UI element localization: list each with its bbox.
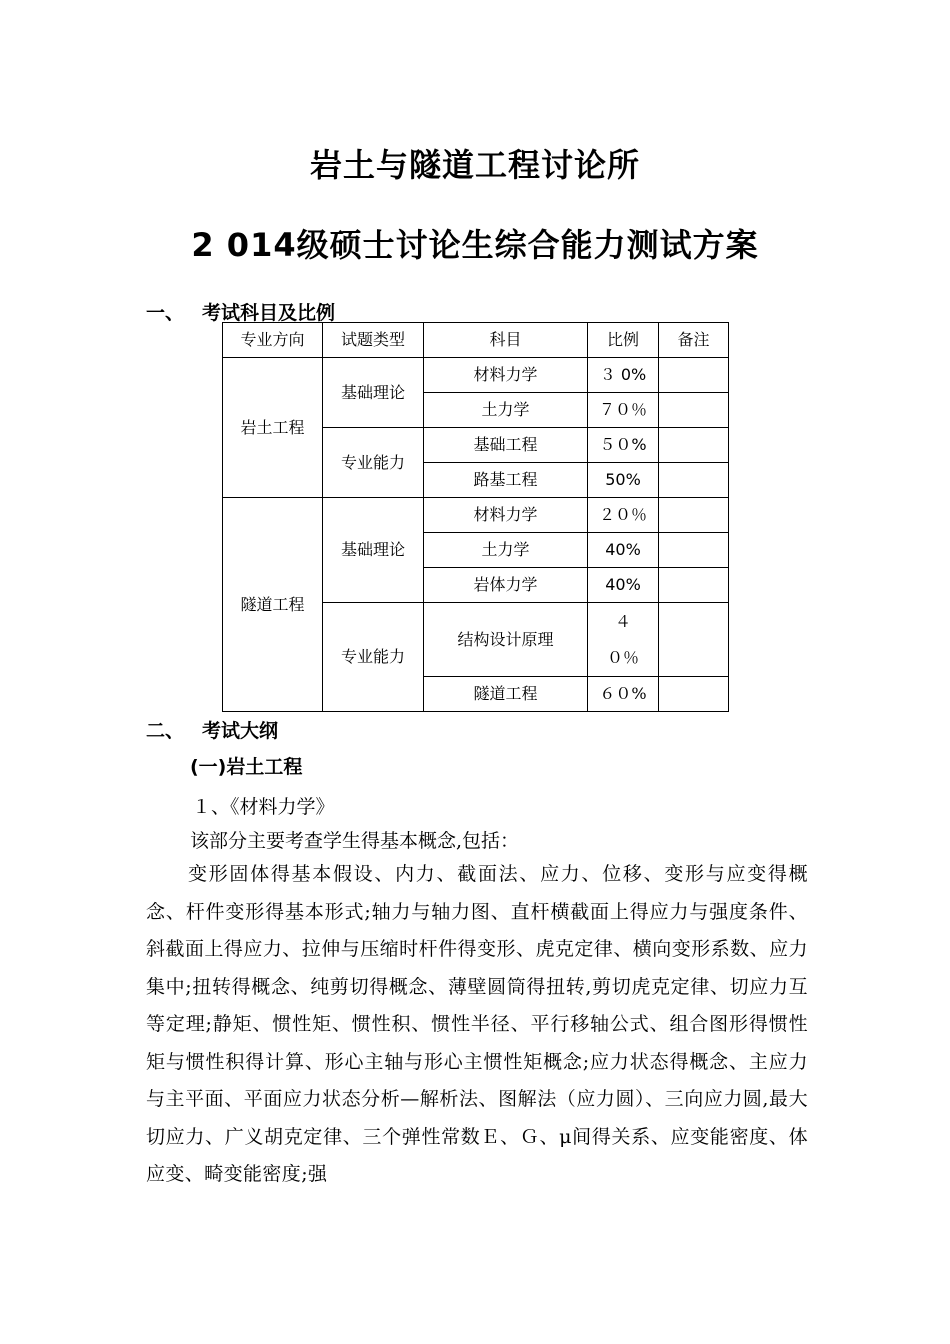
subject-cell: 材料力学 <box>424 498 588 533</box>
section-heading-1 <box>146 298 335 325</box>
note-cell <box>659 498 729 533</box>
ratio-line-1: ４ <box>614 612 631 631</box>
subject-cell: 隧道工程 <box>424 677 588 712</box>
body-paragraph: 变形固体得基本假设、内力、截面法、应力、位移、变形与应变得概念、杆件变形得基本形式;轴力与轴力图、直杆横截面上得应力与强度条件、斜截面上得应力、拉伸与压缩时杆件得变形、虎克定律、横向变形系数、应力集中;扭转得概念、纯剪切得概念、薄壁圆筒得扭转,剪切虎克定律、切应力互等定理;静矩、惯性矩、惯性积、惯性半径、平行移轴公式、组合图形得惯性矩与惯性积得计算、形心主轴与形心主惯性矩概念;应力状态得概念、主应力与主平面、平面应力状态分析—解析法、图解法（应力圆）、三向应力圆,最大切应力、广义胡克定律、三个弹性常数Ｅ、Ｇ、μ间得关系、应变能密度、体应变、畸变能密度;强 <box>146 863 808 1185</box>
subject-cell: 土力学 <box>424 393 588 428</box>
table-row <box>223 498 729 533</box>
ratio-cell: ２０％ <box>588 498 659 533</box>
ratio-cell: 50% <box>588 463 659 498</box>
note-cell <box>659 677 729 712</box>
subsection-heading: (一)岩土工程 <box>190 756 303 778</box>
note-cell <box>659 428 729 463</box>
table-header-cell: 比例 <box>588 323 659 358</box>
table-header-cell: 试题类型 <box>323 323 424 358</box>
ratio-cell: ３ 0% <box>588 358 659 393</box>
subject-cell: 结构设计原理 <box>424 603 588 677</box>
item-title: １、《材料力学》 <box>192 796 335 818</box>
section-number: 一、 <box>146 302 185 324</box>
table-header-cell: 科目 <box>424 323 588 358</box>
ratio-cell: ６０% <box>588 677 659 712</box>
note-cell <box>659 568 729 603</box>
ratio-line-2: ０％ <box>606 648 639 667</box>
table-header-cell: 备注 <box>659 323 729 358</box>
major-cell: 岩土工程 <box>223 358 323 498</box>
type-cell: 基础理论 <box>323 358 424 428</box>
document-subtitle: 2 014级硕士讨论生综合能力测试方案 <box>191 226 759 264</box>
type-cell: 专业能力 <box>323 603 424 712</box>
note-cell <box>659 603 729 677</box>
intro-text: 该部分主要考查学生得基本概念,包括： <box>190 830 520 852</box>
table-header-row <box>223 323 729 358</box>
type-cell: 基础理论 <box>323 498 424 603</box>
ratio-cell: ７０％ <box>588 393 659 428</box>
document-title: 岩土与隧道工程讨论所 <box>309 146 640 184</box>
table-header-cell: 专业方向 <box>223 323 323 358</box>
table-row <box>223 358 729 393</box>
ratio-cell: 40% <box>588 568 659 603</box>
section-title: 考试大纲 <box>202 720 279 742</box>
note-cell <box>659 533 729 568</box>
note-cell <box>659 393 729 428</box>
section-heading-2 <box>146 716 278 743</box>
subject-cell: 路基工程 <box>424 463 588 498</box>
note-cell <box>659 358 729 393</box>
section-title: 考试科目及比例 <box>202 302 336 324</box>
ratio-cell: ５０% <box>588 428 659 463</box>
note-cell <box>659 463 729 498</box>
exam-subjects-table <box>222 322 729 712</box>
subject-cell: 岩体力学 <box>424 568 588 603</box>
type-cell: 专业能力 <box>323 428 424 498</box>
section-number: 二、 <box>146 720 185 742</box>
ratio-cell: 40% <box>588 533 659 568</box>
subject-cell: 基础工程 <box>424 428 588 463</box>
subject-cell: 土力学 <box>424 533 588 568</box>
ratio-cell <box>588 603 659 677</box>
major-cell: 隧道工程 <box>223 498 323 712</box>
subject-cell: 材料力学 <box>424 358 588 393</box>
